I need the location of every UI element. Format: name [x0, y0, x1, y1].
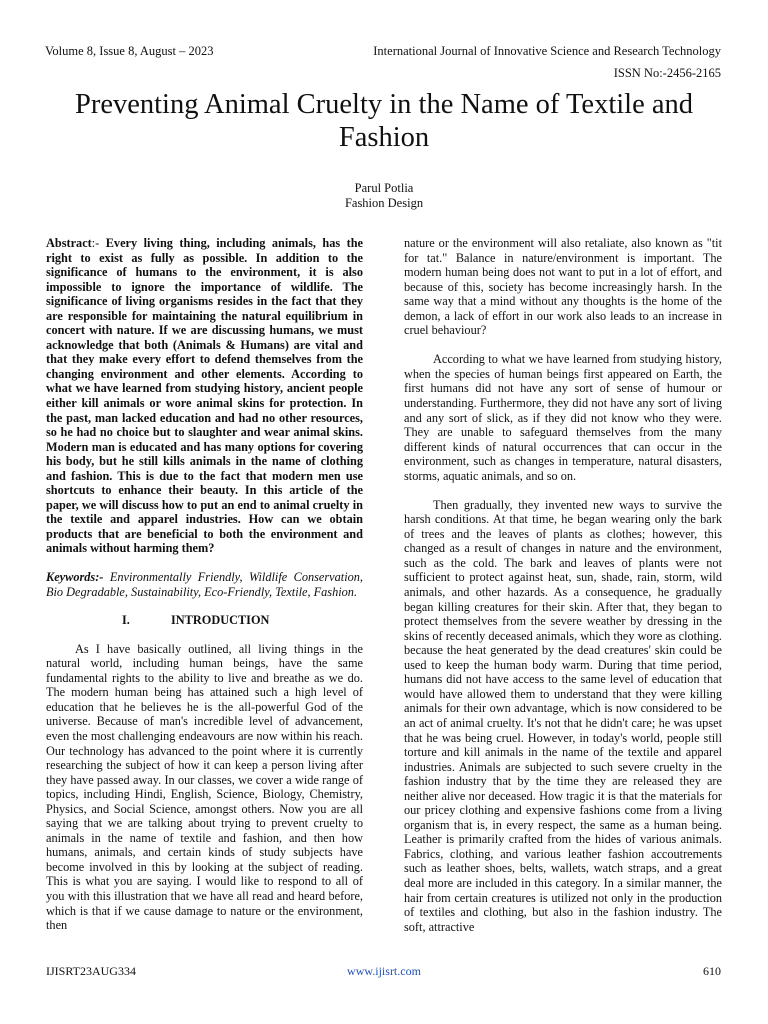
section-heading	[46, 613, 363, 628]
keywords-label: Keywords:-	[46, 570, 104, 585]
issn: ISSN No:-2456-2165	[613, 66, 721, 80]
article-id: IJISRT23AUG334	[46, 964, 136, 978]
keywords	[46, 570, 363, 599]
right-column	[404, 236, 722, 944]
left-column	[46, 236, 363, 944]
author-affiliation: Fashion Design	[344, 196, 424, 210]
paper-title: Preventing Animal Cruelty in the Name of Textile and Fashion	[74, 89, 693, 153]
paragraph: nature or the environment will also retaliate, also known as "tit for tat." Balance in nature/environment is important. The modern human being does not want to put in a lot of effort, and because of this, society has become increasingly harsh. In the same way that a mind without any thoughts is the home of the demon, a lack of effort in our work also leads to an increase in cruel behaviour?	[404, 236, 722, 338]
abstract-text: Every living thing, including animals, has the right to exist as fully as possible. In addition to the significance of humans to the environment, it is also impossible to ignore the importance of wildlife. The significance of living organisms resides in the fact that they are responsible for maintaining the natural equilibrium in concert with nature. If we are discussing humans, we must acknowledge that both (Animals & Humans) are vital and that they make every effort to defend themselves from the changing environment and other elements. According to what we have learned from studying history, ancient people either kill animals or wore animal skins for protection. In the past, man lacked education and had no other resources, so he had no choice but to slaughter and wear animal skins. Modern man is educated and has many options for covering his body, but he still kills animals in the name of clothing and fashion. This is due to the fact that modern men use shortcuts to enhance their beauty. In this article of the paper, we will discuss how to put an end to animal cruelty in the textile and apparel industries. How can we obtain products that are beneficial to both the environment and animals without harming them?	[46, 236, 363, 556]
section-title: INTRODUCTION	[171, 613, 270, 628]
paragraph: Then gradually, they invented new ways to survive the harsh conditions. At that time, he began wearing only the bark of trees and the leaves of plants as clothes; however, this changed as a result of changes in nature and the environment, such as the cold. The bark and leaves of plants were not sufficient to protect against heat, sun, shade, rain, storm, wild animals, and other hazards. As a consequence, he gradually began killing creatures for their skin. After that, they began to protect themselves from the severe weather by dressing in the skins of recently deceased animals, which they wore as clothing. because the heat generated by the dead creatures' skin could be used to keep the human body warm. During that time period, humans did not have access to the same level of education that would have allowed them to understand that they were killing animals for their own advantage, which is now considered to be an act of animal cruelty. It's not that he didn't care; he was upset that he was being cruel. However, in today's world, people still torture and kill animals in the name of the textile and apparel industries. Animals are subjected to such severe cruelty in the fashion industry that by the time they are released they are neither alive nor deceased. How tragic it is that the materials for our pricey clothing and expensive fashions come from a living organism that is, in every respect, the same as a human being. Leather is primarily crafted from the hides of various animals. Fabrics, clothing, and various leather fashion accoutrements such as leather shoes, belts, wallets, watch straps, and a great deal more are included in this category. In a similar manner, the hair from certain creatures is utilized not only in the production of textiles and clothing, but also in the fashion industry. The soft, attractive	[404, 497, 722, 934]
abstract	[46, 236, 363, 556]
section-number: I.	[122, 613, 130, 628]
journal-url-link[interactable]: www.ijisrt.com	[347, 964, 421, 978]
abstract-label: Abstract	[46, 236, 92, 250]
journal-volume: Volume 8, Issue 8, August – 2023	[45, 44, 214, 58]
author-name: Parul Potlia	[354, 181, 414, 195]
page-number: 610	[703, 964, 721, 978]
journal-name: International Journal of Innovative Science and Research Technology	[373, 44, 721, 58]
paragraph: According to what we have learned from studying history, when the species of human beings first appeared on Earth, the first humans did not have any sort of sense of humour or understanding. Furthermore, they did not have any sort of living and any sort of slick, as if they did not know who they were. They are unable to safeguard themselves from the many different kinds of natural occurrences that can occur in the environment, such as changes in temperature, natural disasters, storms, aquatic animals, and so on.	[404, 352, 722, 483]
abstract-separator: :-	[91, 236, 106, 250]
paragraph: As I have basically outlined, all living things in the natural world, including human beings, have the same fundamental rights to the ability to live and breathe as we do. The modern human being has attained such a high level of education that he believes he is the all-powerful God of the universe. Because of man's incredible level of advancement, even the most challenging endeavours are now within his reach. Our technology has advanced to the point where it is currently researching the subject of how it can keep a person living after they have passed away. In our classes, we cover a wide range of topics, including Hindi, English, Science, Biology, Chemistry, Physics, and Social Science, amongst others. Now you are all saying that we are talking about trying to prevent cruelty to animals in the name of textile and fashion, and then how humans, animals, and certain kinds of study subjects have become involved in this by looking at the subject of reading. This is what you are saying. I would like to respond to all of you with this illustration that we have all read and heard before, which is that if we cause damage to nature or the environment, then	[46, 641, 363, 933]
keywords-text: Environmentally Friendly, Wildlife Conservation, Bio Degradable, Sustainability, Eco-Friendly, Textile, Fashion.	[46, 570, 363, 599]
